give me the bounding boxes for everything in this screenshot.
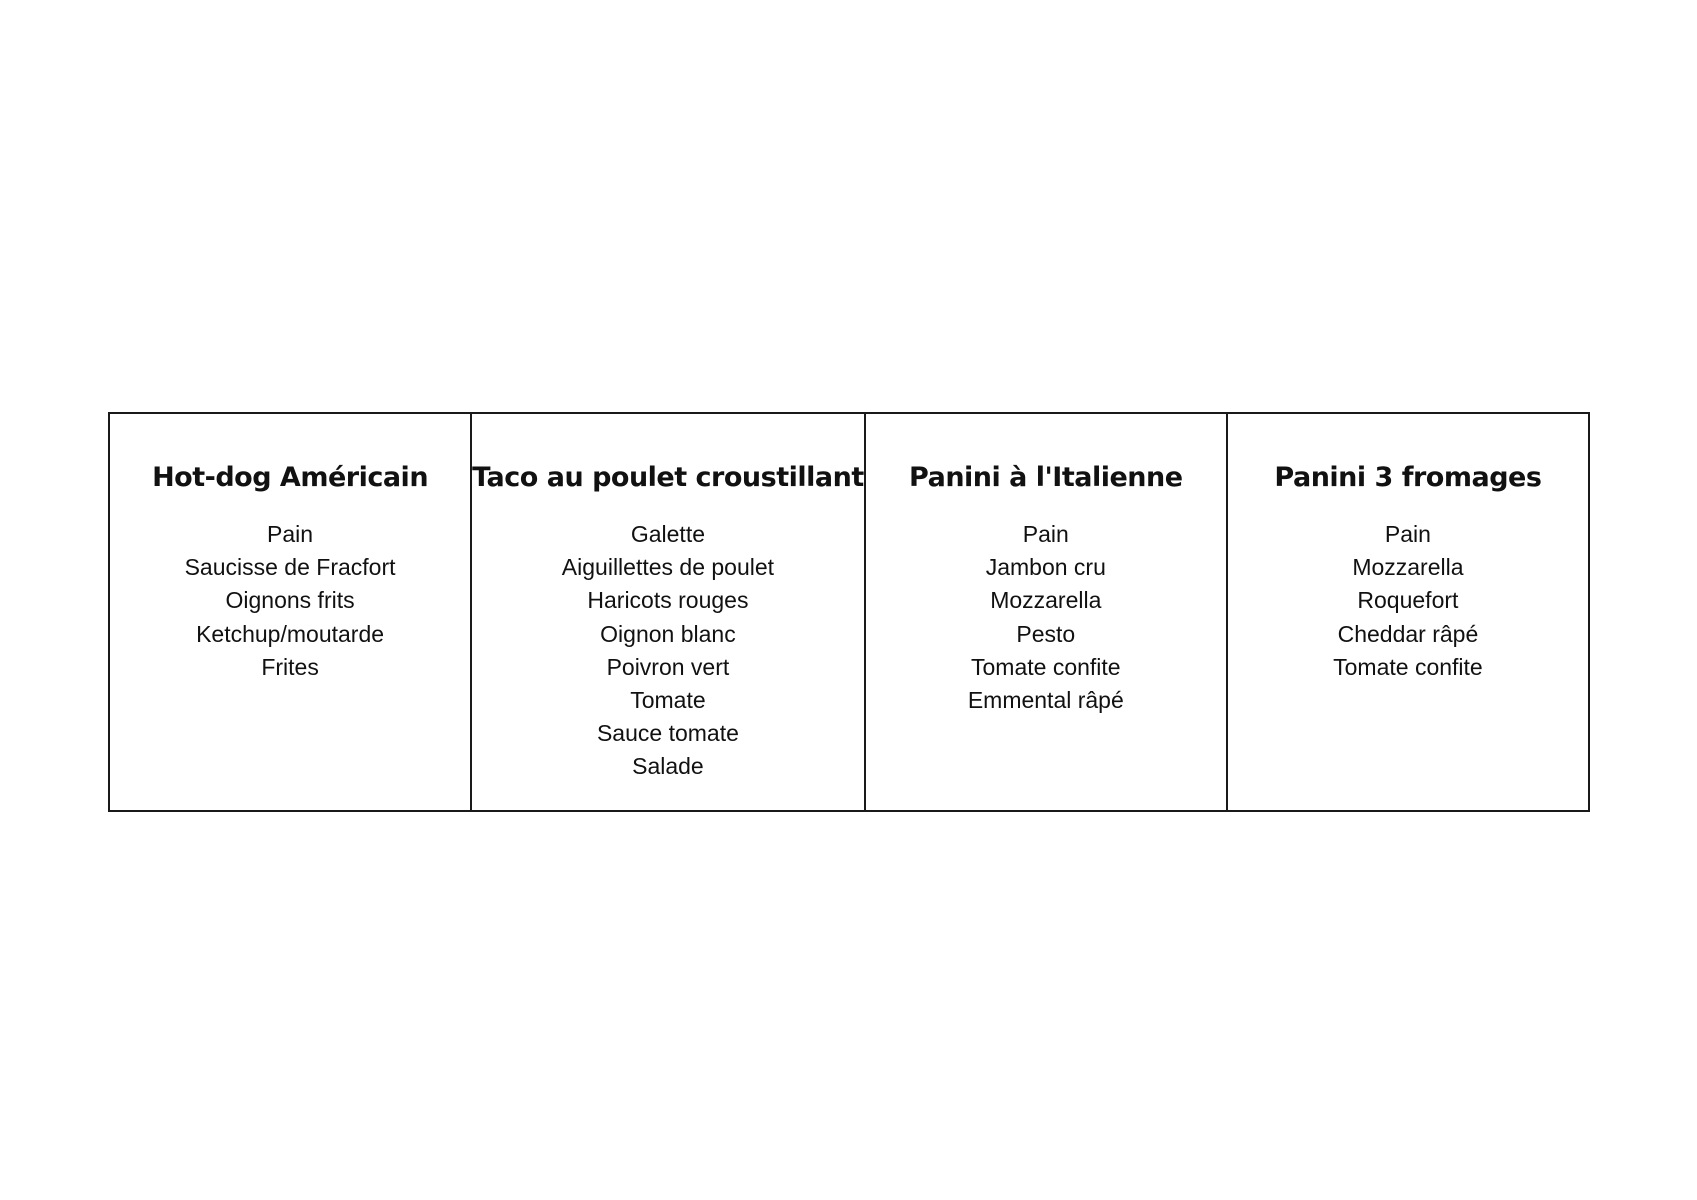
ingredient-item: Tomate confite [1333, 653, 1483, 680]
ingredient-item: Tomate [630, 687, 706, 714]
ingredient-item: Haricots rouges [587, 587, 749, 614]
ingredient-item: Salade [632, 753, 704, 780]
menu-column-panini-3-fromages [1228, 414, 1588, 810]
ingredient-item: Oignons frits [225, 587, 355, 614]
ingredient-list [866, 518, 1226, 717]
ingredient-item: Pain [267, 521, 314, 547]
ingredient-item: Cheddar râpé [1337, 620, 1479, 647]
ingredient-list [110, 518, 470, 684]
dish-title: Panini 3 fromages [1274, 462, 1542, 493]
ingredient-item: Galette [630, 521, 705, 547]
ingredient-item: Mozzarella [990, 587, 1102, 614]
menu-column-taco [472, 414, 866, 810]
dish-title: Panini à l'Italienne [909, 462, 1183, 493]
ingredient-item: Emmental râpé [967, 687, 1124, 714]
ingredient-item: Poivron vert [606, 653, 730, 680]
ingredient-item: Oignon blanc [600, 620, 736, 647]
ingredient-item: Sauce tomate [596, 720, 739, 747]
menu-column-hot-dog [110, 414, 472, 810]
dish-title: Taco au poulet croustillant [472, 462, 864, 493]
ingredient-item: Pain [1022, 521, 1069, 547]
ingredient-item: Jambon cru [985, 554, 1106, 581]
ingredient-item: Roquefort [1357, 587, 1459, 614]
ingredient-item: Tomate confite [971, 653, 1121, 680]
ingredient-list [472, 518, 864, 784]
ingredient-item: Frites [261, 653, 319, 680]
menu-table [108, 412, 1590, 812]
ingredient-item: Ketchup/moutarde [196, 620, 385, 647]
ingredient-item: Aiguillettes de poulet [561, 554, 775, 581]
ingredient-item: Pain [1384, 521, 1431, 547]
ingredient-item: Mozzarella [1352, 554, 1464, 581]
dish-title: Hot-dog Américain [152, 462, 429, 493]
menu-column-panini-italienne [866, 414, 1228, 810]
ingredient-item: Pesto [1016, 620, 1076, 647]
ingredient-list [1228, 518, 1588, 684]
ingredient-item: Saucisse de Fracfort [184, 554, 396, 581]
